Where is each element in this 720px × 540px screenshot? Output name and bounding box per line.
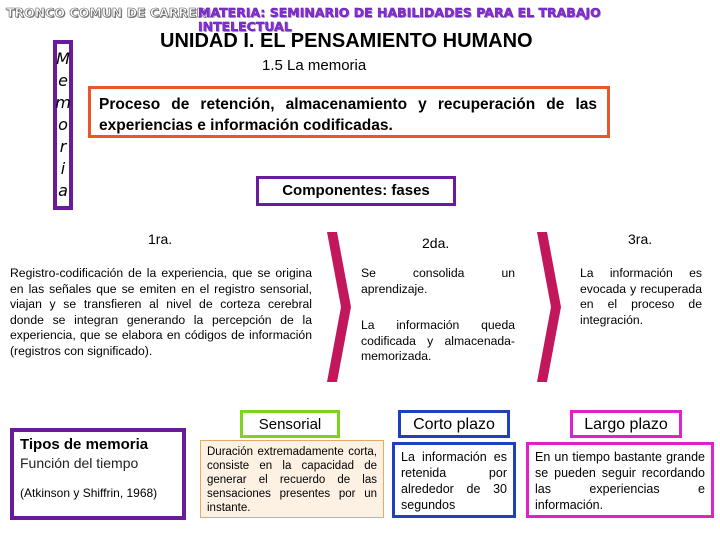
definition-box: Proceso de retención, almacenamiento y recuperación de las experiencias e información codificadas. <box>88 86 610 138</box>
unit-title: UNIDAD I. EL PENSAMIENTO HUMANO <box>160 30 533 52</box>
vertical-letter: e <box>58 71 68 90</box>
course-header: TRONCO COMUN DE CARRERIA <box>6 5 221 20</box>
chevron-arrow-shape <box>537 232 561 382</box>
phase-2-text-2: La información queda codificada y almacenada-memorizada. <box>361 318 515 363</box>
memory-types-title: Tipos de memoria <box>20 436 149 453</box>
vertical-word-box <box>53 40 73 210</box>
phase-2-text-1: Se consolida un aprendizaje. <box>361 266 515 296</box>
topic-subtitle: 1.5 La memoria <box>262 57 367 74</box>
chevron-arrow-shape <box>327 232 351 382</box>
long-term-desc: En un tiempo bastante grande se pueden seguir recordando las experiencias e información. <box>526 442 714 518</box>
vertical-letter: a <box>58 181 68 200</box>
phase-3-text: La información es evocada y recuperada en el proceso de integración. <box>580 266 702 327</box>
phase-1-text: Registro-codificación de la experiencia, que se origina en las señales que se emiten en el registro sensorial, viajan y se transfieren al nivel de corteza cerebral donde se integran generando la percepción de la experiencia, que se elabora en códigos de información (registros con significado). <box>10 266 312 358</box>
vertical-letter: i <box>60 159 66 178</box>
chevron-arrow-icon <box>327 232 351 382</box>
subject-header: MATERIA: SEMINARIO DE HABILIDADES PARA EL TRABAJO <box>198 5 601 20</box>
subject-header-line2: INTELECTUAL <box>198 19 292 34</box>
short-term-desc: La información es retenida por alrededor de 30 segundos <box>392 442 516 518</box>
long-term-title: Largo plazo <box>570 410 682 438</box>
memory-types-box <box>10 428 186 520</box>
vertical-letter: M <box>56 49 70 68</box>
memory-types-subtitle: Función del tiempo <box>20 455 139 471</box>
phase-1-label: 1ra. <box>148 231 173 247</box>
phase-2-label: 2da. <box>422 235 450 251</box>
vertical-letter: r <box>59 137 67 156</box>
short-term-title: Corto plazo <box>398 410 510 438</box>
memory-types-citation: (Atkinson y Shiffrin, 1968) <box>20 486 158 500</box>
vertical-letter: o <box>58 115 68 134</box>
sensorial-desc: Duración extremadamente corta, consiste en la capacidad de generar el recuerdo de las sensaciones presentes por un instante. <box>200 440 384 518</box>
phase-3-label: 3ra. <box>628 231 653 247</box>
components-label: Componentes: fases <box>256 176 456 206</box>
chevron-arrow-icon <box>537 232 561 382</box>
vertical-letter: m <box>55 93 71 112</box>
sensorial-title: Sensorial <box>240 410 340 438</box>
